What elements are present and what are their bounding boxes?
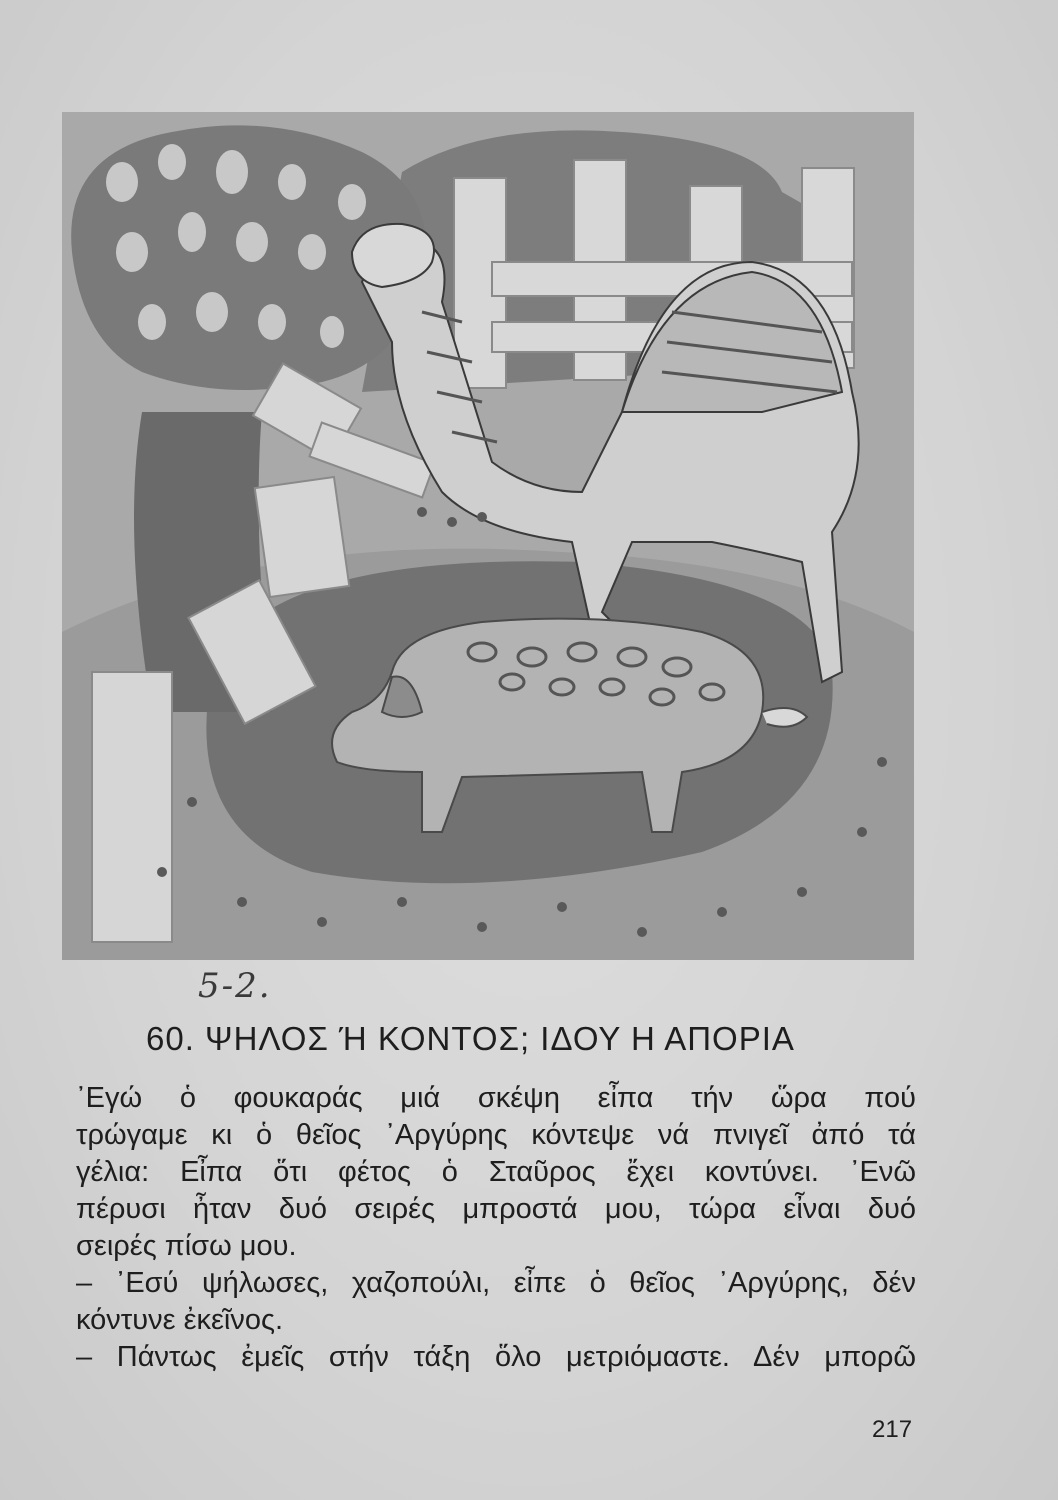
text-line: ᾿Εγώ ὁ φουκαράς μιά σκέψη εἶπα τήν ὥρα πού [76, 1082, 916, 1114]
text-line: σειρές πίσω μου. [76, 1230, 297, 1262]
text-line: κόντυνε ἐκεῖνος. [76, 1304, 284, 1336]
chapter-title: 60. ΨΗΛΟΣ Ή ΚΟΝΤΟΣ; ΙΔΟΥ Η ΑΠΟΡΙΑ [146, 1020, 795, 1057]
text-line: πέρυσι ἦταν δυό σειρές μπροστά μου, τώρα εἶναι δυό [76, 1193, 916, 1225]
text-line: γέλια: Εἶπα ὅτι φέτος ὁ Σταῦρος ἔχει κοντύνει. ᾿Ενῶ [76, 1156, 916, 1188]
handwritten-note: 5-2. [198, 966, 272, 1006]
text-line: – ᾿Εσύ ψήλωσες, χαζοπούλι, εἶπε ὁ θεῖος ᾿Αργύρης, δέν [76, 1267, 916, 1299]
camel-and-pig-illustration [62, 112, 914, 960]
page-number: 217 [872, 1416, 913, 1443]
text-line: – Πάντως ἐμεῖς στήν τάξη ὅλο μετριόμαστε. Δέν μπορῶ [76, 1341, 916, 1373]
text-line: τρώγαμε κι ὁ θεῖος ᾿Αργύρης κόντεψε νά πνιγεῖ ἀπό τά [76, 1119, 916, 1151]
illustration-svg [62, 112, 914, 960]
body-text [76, 1080, 916, 1376]
